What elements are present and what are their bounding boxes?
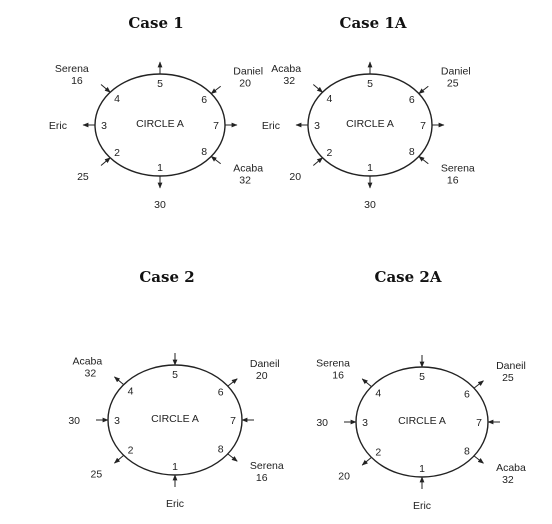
case-4-seat-8-arrow-out: [474, 456, 483, 463]
case-2-seat-2-person-value: 20: [289, 170, 302, 183]
case-4-seat-7-number: 7: [476, 417, 482, 429]
case-1-circle-label: CIRCLE A: [136, 118, 184, 130]
case-3-seat-4-number: 4: [127, 385, 134, 398]
case-1-seat-8-person-name: Acaba: [233, 162, 264, 175]
case-4-seat-6-arrow-out: [474, 381, 483, 388]
case-2-seat-8-arrow-in: [419, 156, 428, 163]
case-1-seat-8-number: 8: [201, 145, 208, 158]
case-1-seat-4-number: 4: [114, 93, 121, 106]
case-2-seat-2-number: 2: [326, 146, 333, 159]
case-4-seat-8-number: 8: [463, 445, 470, 458]
case-4-seat-4-person-name: Serena: [316, 357, 350, 370]
case-2-seat-6-arrow-in: [419, 86, 428, 93]
case-4-seat-2-arrow-out: [362, 457, 371, 465]
case-3-seat-8-person-name: Serena: [249, 460, 284, 473]
case-3-seat-4-arrow-out: [114, 377, 123, 385]
case-2-seat-6-number: 6: [408, 94, 415, 107]
case-2a-title: Case 2A: [374, 268, 442, 286]
case-4-seat-4-person-value: 16: [332, 369, 344, 382]
case-2-seat-3-number: 3: [314, 120, 320, 132]
case-3-seat-6-person-name: Daneil: [249, 357, 280, 370]
case-2-seat-4-person-name: Acaba: [271, 63, 302, 76]
case-4-seat-5-number: 5: [419, 371, 425, 383]
case-2-seat-1-person-value: 30: [364, 199, 376, 211]
case-3-seat-7-number: 7: [230, 415, 236, 427]
case-2-seat-8-person-name: Serena: [440, 162, 475, 175]
case-1-seat-6-person-value: 20: [239, 77, 251, 90]
case-1-seat-6-arrow-in: [211, 86, 220, 93]
case-4-seat-4-number: 4: [375, 387, 382, 400]
case-3-seat-2-person-value: 25: [90, 468, 103, 481]
case-1-seat-8-arrow-in: [211, 156, 220, 163]
case-3-seat-6-number: 6: [217, 386, 224, 399]
case-1-seat-2-number: 2: [114, 146, 121, 159]
case-1-seat-6-number: 6: [201, 94, 208, 107]
case-3-seat-3-number: 3: [114, 415, 120, 427]
case-2-seat-5-number: 5: [367, 78, 373, 90]
case-1-seat-1-person-value: 30: [154, 199, 166, 211]
case-3-seat-8-number: 8: [217, 443, 224, 456]
case-2-seat-7-number: 7: [420, 120, 426, 132]
case-1-seat-1-number: 1: [157, 162, 163, 174]
case-1-seat-5-number: 5: [157, 78, 163, 90]
case-2-seat-6-person-value: 25: [446, 77, 459, 90]
case-1-seat-3-person-name: Eric: [48, 120, 67, 132]
case-2-circle-label: CIRCLE A: [346, 118, 394, 130]
case-4-seat-6-person-name: Daneil: [496, 359, 526, 372]
case-3-seat-4-person-name: Acaba: [72, 355, 103, 368]
case-4-seat-3-number: 3: [362, 417, 368, 429]
case-2-seat-8-number: 8: [408, 145, 415, 158]
case-1-seat-4-person-name: Serena: [54, 63, 89, 76]
case-4-seat-8-person-value: 32: [502, 474, 514, 487]
case-2-title: Case 2: [139, 268, 195, 286]
case-3-seat-3-person-value: 30: [68, 415, 80, 427]
case-2-seat-4-number: 4: [326, 93, 333, 106]
case-2-seat-8-person-value: 16: [446, 174, 459, 187]
case-2-seat-1-number: 1: [367, 162, 373, 174]
case-4-seat-1-number: 1: [419, 463, 425, 475]
case-3-seat-6-person-value: 20: [255, 369, 268, 382]
case-1-seat-2-person-value: 25: [77, 170, 89, 183]
case-2-seat-4-person-value: 32: [283, 75, 296, 88]
case-1-seat-3-number: 3: [101, 120, 107, 132]
case-1-title: Case 1: [128, 14, 184, 32]
case-3-seat-6-arrow-out: [228, 379, 237, 386]
case-1-panel: [49, 14, 263, 211]
case-4-circle-label: CIRCLE A: [398, 415, 446, 427]
case-3-seat-4-person-value: 32: [84, 367, 97, 380]
case-2-seat-2-arrow-in: [313, 158, 322, 166]
case-3-seat-1-number: 1: [172, 461, 178, 473]
case-1-seat-4-arrow-in: [101, 85, 110, 93]
case-1-seat-4-person-value: 16: [71, 75, 83, 88]
case-2-seat-6-person-name: Daniel: [440, 65, 471, 78]
case-4-seat-8-person-name: Acaba: [496, 462, 526, 475]
case-3-seat-8-person-value: 16: [255, 472, 268, 485]
case-3-seat-2-arrow-out: [114, 455, 123, 463]
case-1-seat-6-person-name: Daniel: [233, 65, 264, 78]
case-2-panel: [68, 268, 284, 510]
case-1a-title: Case 1A: [339, 14, 407, 32]
case-2-seat-3-person-name: Eric: [261, 120, 280, 132]
case-4-seat-3-person-value: 30: [316, 417, 328, 429]
case-4-seat-6-number: 6: [463, 388, 470, 401]
case-4-seat-2-number: 2: [375, 446, 382, 459]
case-1-seat-2-arrow-in: [101, 158, 110, 166]
case-4-seat-2-person-value: 20: [338, 470, 350, 483]
case-1a-panel: [262, 14, 475, 211]
case-3-seat-5-number: 5: [172, 369, 178, 381]
case-3-seat-2-number: 2: [127, 444, 134, 457]
case-1-seat-8-person-value: 32: [239, 174, 251, 187]
case-3-seat-1-person-name: Eric: [165, 498, 185, 510]
case-4-seat-4-arrow-out: [362, 379, 371, 387]
case-2-seat-4-arrow-in: [313, 85, 322, 93]
case-1-seat-7-number: 7: [213, 120, 219, 132]
case-4-seat-1-person-name: Eric: [412, 500, 432, 512]
case-3-seat-8-arrow-out: [228, 454, 237, 461]
case-2a-panel: [316, 268, 526, 512]
case-3-circle-label: CIRCLE A: [151, 413, 199, 425]
case-4-seat-6-person-value: 25: [502, 371, 514, 384]
